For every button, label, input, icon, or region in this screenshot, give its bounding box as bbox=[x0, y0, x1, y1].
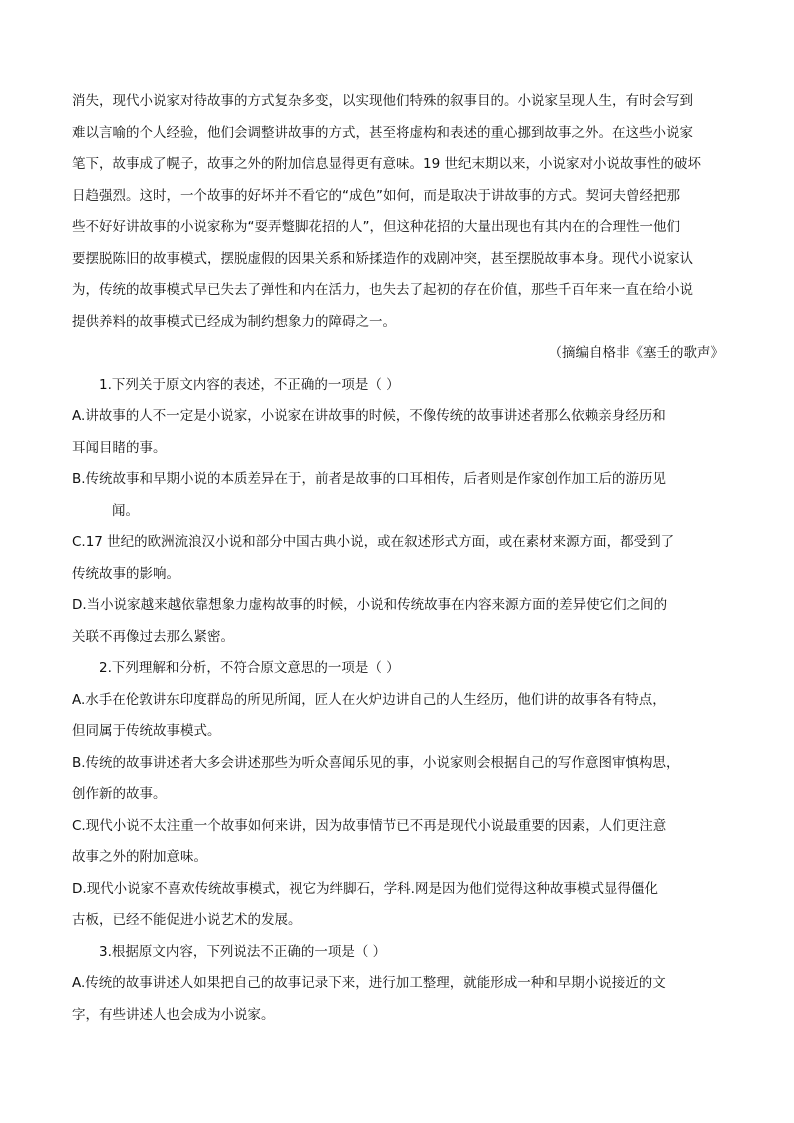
option-b-line-2: 闻。 bbox=[112, 502, 139, 519]
passage-line: 日趋强烈。这时，一个故事的好坏并不看它的“成色”如何，而是取决于讲故事的方式。契诃夫曾经把那 bbox=[72, 187, 680, 204]
passage-line: 些不好好讲故事的小说家称为“耍弄蹩脚花招的人”，但这种花招的大量出现也有其内在的合理性一他们 bbox=[72, 219, 680, 235]
option-c-line-1: C.现代小说不太注重一个故事如何来讲，因为故事情节已不再是现代小说最重要的因素，人们更注意 bbox=[72, 817, 667, 834]
option-d-line-1: D.现代小说家不喜欢传统故事模式，视它为绊脚石，学科.网是因为他们觉得这种故事模式显得僵化 bbox=[72, 880, 658, 897]
option-b-line-1: B.传统的故事讲述者大多会讲述那些为听众喜闻乐见的事，小说家则会根据自己的写作意图审慎构思， bbox=[72, 754, 680, 771]
passage-line: 消失，现代小说家对待故事的方式复杂多变，以实现他们特殊的叙事目的。小说家呈现人生，有时会写到 bbox=[72, 93, 693, 109]
question-2 bbox=[72, 653, 724, 937]
option-d-line-1: D.当小说家越来越依靠想象力虚构故事的时候，小说和传统故事在内容来源方面的差异使它们之间的 bbox=[72, 597, 668, 613]
passage-line: 要摆脱陈旧的故事模式，摆脱虚假的因果关系和矫揉造作的戏剧冲突，甚至摆脱故事本身。现代小说家认 bbox=[72, 250, 693, 267]
option-a-line-1: A.水手在伦敦讲东印度群岛的所见所闻，匠人在火炉边讲自己的人生经历，他们讲的故事各有特点， bbox=[72, 691, 666, 708]
option-b-line-2: 创作新的故事。 bbox=[72, 786, 167, 802]
option-c-line-2: 故事之外的附加意味。 bbox=[72, 849, 207, 865]
option-b-line-1: B.传统故事和早期小说的本质差异在于，前者是故事的口耳相传，后者则是作家创作加工后的游历见 bbox=[72, 471, 667, 487]
question-stem: 1.下列关于原文内容的表述，不正确的一项是（ ） bbox=[99, 376, 400, 393]
option-a-line-2: 但同属于传统故事模式。 bbox=[72, 723, 221, 739]
option-a-line-1: A.讲故事的人不一定是小说家，小说家在讲故事的时候，不像传统的故事讲述者那么依赖亲身经历和 bbox=[72, 408, 666, 424]
question-stem: 2.下列理解和分析，不符合原文意思的一项是（ ） bbox=[99, 660, 400, 676]
question-stem: 3.根据原文内容，下列说法不正确的一项是（ ） bbox=[99, 943, 387, 960]
passage-line: 提供养料的故事模式已经成为制约想象力的障碍之一。 bbox=[72, 313, 396, 330]
question-1 bbox=[72, 370, 724, 654]
passage-source: （摘编自格非《塞壬的歌声》 bbox=[548, 345, 724, 361]
passage bbox=[72, 86, 724, 370]
passage-line: 为，传统的故事模式早已失去了弹性和内在活力，也失去了起初的存在价值，那些千百年来一直在给小说 bbox=[72, 282, 693, 298]
option-d-line-2: 古板，已经不能促进小说艺术的发展。 bbox=[72, 912, 302, 928]
option-c-line-2: 传统故事的影响。 bbox=[72, 565, 180, 582]
passage-line: 难以言喻的个人经验，他们会调整讲故事的方式，甚至将虚构和表述的重心挪到故事之外。在这些小说家 bbox=[72, 124, 693, 141]
option-c-line-1: C.17 世纪的欧洲流浪汉小说和部分中国古典小说，或在叙述形式方面，或在素材来源方面，都受到了 bbox=[72, 534, 675, 550]
option-a-line-2: 字，有些讲述人也会成为小说家。 bbox=[72, 1006, 275, 1023]
passage-line: 笔下，故事成了幌子，故事之外的附加信息显得更有意味。19 世纪末期以来，小说家对小说故事性的破坏 bbox=[72, 156, 701, 172]
option-d-line-2: 关联不再像过去那么紧密。 bbox=[72, 628, 234, 645]
document-page bbox=[72, 86, 724, 1031]
option-a-line-2: 耳闻目睹的事。 bbox=[72, 439, 167, 456]
question-3 bbox=[72, 937, 724, 1032]
option-a-line-1: A.传统的故事讲述人如果把自己的故事记录下来，进行加工整理，就能形成一种和早期小说接近的文 bbox=[72, 975, 666, 991]
